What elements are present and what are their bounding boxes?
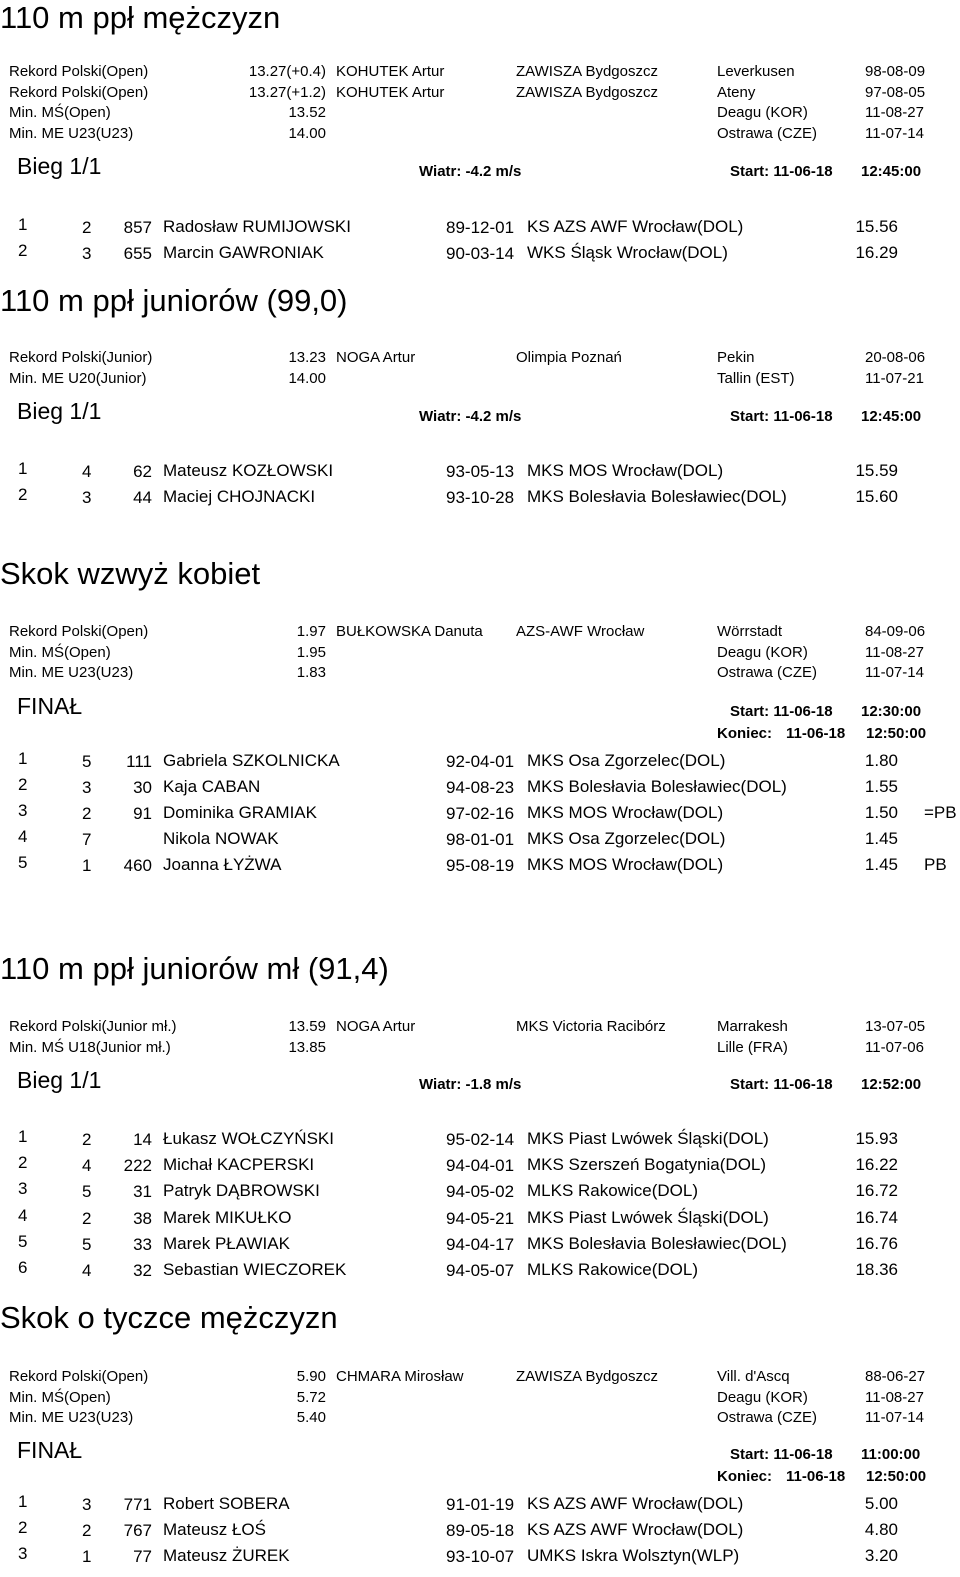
record-label: Min. ME U23(U23) xyxy=(9,125,134,142)
record-label: Rekord Polski(Junior mł.) xyxy=(9,1018,177,1035)
result-mark: 16.76 xyxy=(855,1234,898,1253)
result-mark: 5.00 xyxy=(864,1494,898,1513)
result-mark: 16.72 xyxy=(855,1181,898,1200)
end-date: 11-06-18 xyxy=(786,725,846,742)
birth-date: 94-04-01 xyxy=(446,1156,515,1175)
birth-date: 95-08-19 xyxy=(446,856,515,875)
result-note: PB xyxy=(924,855,947,874)
athlete-name: Mateusz KOZŁOWSKI xyxy=(163,461,334,480)
athlete-name: Gabriela SZKOLNICKA xyxy=(163,751,340,770)
bib-number: 77 xyxy=(133,1547,152,1566)
start-time: 12:45:00 xyxy=(861,163,922,180)
athlete-club: MKS Piast Lwówek Śląski(DOL) xyxy=(527,1208,769,1227)
record-date: 84-09-06 xyxy=(865,623,926,640)
bib-number: 771 xyxy=(123,1495,152,1514)
record-value: 5.72 xyxy=(296,1389,326,1406)
athlete-name: Marek PŁAWIAK xyxy=(163,1234,290,1253)
athlete-club: MKS MOS Wrocław(DOL) xyxy=(527,803,724,822)
athlete-name: Patryk DĄBROWSKI xyxy=(163,1181,320,1200)
result-mark: 1.55 xyxy=(864,777,898,796)
bib-number: 38 xyxy=(133,1209,152,1228)
athlete-club: UMKS Iskra Wolsztyn(WLP) xyxy=(527,1546,740,1565)
place-number: 2 xyxy=(18,775,28,794)
wind-info: Wiatr: -1.8 m/s xyxy=(419,1076,522,1093)
record-club: MKS Victoria Racibórz xyxy=(516,1018,666,1035)
record-place: Ostrawa (CZE) xyxy=(717,125,818,142)
record-value: 1.83 xyxy=(296,664,326,681)
wind-info: Wiatr: -4.2 m/s xyxy=(419,408,522,425)
place-number: 3 xyxy=(18,1544,28,1563)
record-label: Min. MŚ(Open) xyxy=(9,644,111,661)
lane-number: 2 xyxy=(82,218,92,237)
result-mark: 15.59 xyxy=(855,461,898,480)
athlete-club: MKS Bolesłavia Bolesławiec(DOL) xyxy=(527,487,787,506)
athlete-club: MKS Bolesłavia Bolesławiec(DOL) xyxy=(527,1234,787,1253)
place-number: 1 xyxy=(18,749,28,768)
result-mark: 15.93 xyxy=(855,1129,898,1148)
bib-number: 222 xyxy=(123,1156,152,1175)
start-time: 12:30:00 xyxy=(861,703,922,720)
lane-number: 5 xyxy=(82,752,92,771)
record-date: 11-07-21 xyxy=(865,370,924,387)
lane-number: 7 xyxy=(82,830,92,849)
record-date: 11-08-27 xyxy=(865,644,924,661)
record-athlete: BUŁKOWSKA Danuta xyxy=(336,623,483,640)
lane-number: 5 xyxy=(82,1182,92,1201)
record-date: 11-07-14 xyxy=(865,125,924,142)
end-label: Koniec: xyxy=(717,725,773,742)
athlete-name: Marek MIKUŁKO xyxy=(163,1208,292,1227)
record-place: Leverkusen xyxy=(717,63,795,80)
lane-number: 1 xyxy=(82,1547,92,1566)
athlete-club: MKS Piast Lwówek Śląski(DOL) xyxy=(527,1129,769,1148)
record-value: 14.00 xyxy=(288,370,326,387)
record-date: 11-07-06 xyxy=(865,1039,924,1056)
place-number: 3 xyxy=(18,1179,28,1198)
athlete-name: Dominika GRAMIAK xyxy=(163,803,317,822)
record-place: Tallin (EST) xyxy=(717,370,795,387)
event-title: Skok wzwyż kobiet xyxy=(0,556,261,591)
athlete-club: MKS Szerszeń Bogatynia(DOL) xyxy=(527,1155,767,1174)
lane-number: 3 xyxy=(82,1495,92,1514)
record-place: Ateny xyxy=(717,84,756,101)
lane-number: 3 xyxy=(82,778,92,797)
lane-number: 2 xyxy=(82,1209,92,1228)
athlete-name: Maciej CHOJNACKI xyxy=(163,487,316,506)
record-place: Deagu (KOR) xyxy=(717,104,808,121)
record-label: Rekord Polski(Open) xyxy=(9,623,149,640)
record-place: Ostrawa (CZE) xyxy=(717,1409,818,1426)
lane-number: 2 xyxy=(82,804,92,823)
place-number: 1 xyxy=(18,1127,28,1146)
start-time: 11:00:00 xyxy=(861,1446,921,1463)
athlete-club: MKS Osa Zgorzelec(DOL) xyxy=(527,751,726,770)
record-label: Min. MŚ(Open) xyxy=(9,1389,111,1406)
athlete-name: Łukasz WOŁCZYŃSKI xyxy=(163,1129,334,1148)
start-label: Start: 11-06-18 xyxy=(730,408,833,425)
athlete-club: WKS Śląsk Wrocław(DOL) xyxy=(527,243,728,262)
event-title: 110 m ppł juniorów mł (91,4) xyxy=(0,951,389,986)
birth-date: 94-04-17 xyxy=(446,1235,515,1254)
birth-date: 89-05-18 xyxy=(446,1521,515,1540)
record-date: 88-06-27 xyxy=(865,1368,926,1385)
record-value: 14.00 xyxy=(288,125,326,142)
end-time: 12:50:00 xyxy=(866,725,927,742)
record-athlete: KOHUTEK Artur xyxy=(336,63,445,80)
record-value: 13.27(+1.2) xyxy=(248,84,326,101)
record-place: Wörrstadt xyxy=(717,623,783,640)
birth-date: 91-01-19 xyxy=(446,1495,515,1514)
record-date: 11-08-27 xyxy=(865,104,924,121)
lane-number: 3 xyxy=(82,488,92,507)
lane-number: 2 xyxy=(82,1130,92,1149)
athlete-name: Mateusz ŻUREK xyxy=(163,1546,290,1565)
record-club: Olimpia Poznań xyxy=(516,349,622,366)
lane-number: 2 xyxy=(82,1521,92,1540)
start-label: Start: 11-06-18 xyxy=(730,163,833,180)
record-value: 5.90 xyxy=(296,1368,326,1385)
record-club: ZAWISZA Bydgoszcz xyxy=(516,84,658,101)
bib-number: 62 xyxy=(133,462,152,481)
result-mark: 15.56 xyxy=(855,217,898,236)
result-mark: 3.20 xyxy=(864,1546,898,1565)
record-label: Rekord Polski(Open) xyxy=(9,1368,149,1385)
start-label: Start: 11-06-18 xyxy=(730,1076,833,1093)
lane-number: 5 xyxy=(82,1235,92,1254)
record-label: Min. MŚ U18(Junior mł.) xyxy=(9,1039,171,1056)
place-number: 2 xyxy=(18,1518,28,1537)
heat-title: FINAŁ xyxy=(17,1437,83,1463)
birth-date: 97-02-16 xyxy=(446,804,515,823)
record-athlete: KOHUTEK Artur xyxy=(336,84,445,101)
record-date: 11-07-14 xyxy=(865,664,924,681)
bib-number: 32 xyxy=(133,1261,152,1280)
wind-info: Wiatr: -4.2 m/s xyxy=(419,163,522,180)
result-mark: 18.36 xyxy=(855,1260,898,1279)
start-label: Start: 11-06-18 xyxy=(730,1446,833,1463)
record-value: 1.95 xyxy=(296,644,326,661)
bib-number: 460 xyxy=(123,856,152,875)
athlete-name: Michał KACPERSKI xyxy=(163,1155,315,1174)
record-value: 13.85 xyxy=(288,1039,326,1056)
birth-date: 94-05-07 xyxy=(446,1261,515,1280)
record-value: 13.23 xyxy=(288,349,326,366)
bib-number: 44 xyxy=(133,488,152,507)
place-number: 2 xyxy=(18,485,28,504)
birth-date: 94-08-23 xyxy=(446,778,515,797)
place-number: 6 xyxy=(18,1258,28,1277)
place-number: 1 xyxy=(18,459,28,478)
record-label: Min. ME U20(Junior) xyxy=(9,370,147,387)
result-mark: 16.74 xyxy=(855,1208,898,1227)
record-label: Rekord Polski(Junior) xyxy=(9,349,153,366)
place-number: 1 xyxy=(18,1492,28,1511)
athlete-name: Kaja CABAN xyxy=(163,777,261,796)
athlete-club: KS AZS AWF Wrocław(DOL) xyxy=(527,217,744,236)
birth-date: 93-05-13 xyxy=(446,462,515,481)
place-number: 4 xyxy=(18,827,28,846)
start-time: 12:45:00 xyxy=(861,408,922,425)
birth-date: 95-02-14 xyxy=(446,1130,515,1149)
record-date: 20-08-06 xyxy=(865,349,926,366)
athlete-name: Joanna ŁYŻWA xyxy=(163,855,282,874)
record-place: Lille (FRA) xyxy=(717,1039,788,1056)
record-place: Vill. d'Ascq xyxy=(717,1368,790,1385)
result-mark: 1.45 xyxy=(864,855,898,874)
lane-number: 4 xyxy=(82,462,92,481)
lane-number: 1 xyxy=(82,856,92,875)
record-date: 11-08-27 xyxy=(865,1389,924,1406)
athlete-name: Marcin GAWRONIAK xyxy=(163,243,324,262)
athlete-club: KS AZS AWF Wrocław(DOL) xyxy=(527,1494,744,1513)
record-date: 98-08-09 xyxy=(865,63,926,80)
result-mark: 1.50 xyxy=(864,803,898,822)
bib-number: 33 xyxy=(133,1235,152,1254)
bib-number: 857 xyxy=(123,218,152,237)
result-mark: 1.45 xyxy=(864,829,898,848)
result-mark: 16.29 xyxy=(855,243,898,262)
result-mark: 1.80 xyxy=(864,751,898,770)
record-place: Pekin xyxy=(717,349,755,366)
place-number: 3 xyxy=(18,801,28,820)
athlete-club: MLKS Rakowice(DOL) xyxy=(527,1260,698,1279)
place-number: 5 xyxy=(18,853,28,872)
birth-date: 92-04-01 xyxy=(446,752,515,771)
birth-date: 89-12-01 xyxy=(446,218,515,237)
heat-title: FINAŁ xyxy=(17,693,83,719)
bib-number: 111 xyxy=(126,752,152,771)
athlete-name: Sebastian WIECZOREK xyxy=(163,1260,347,1279)
place-number: 5 xyxy=(18,1232,28,1251)
athlete-club: KS AZS AWF Wrocław(DOL) xyxy=(527,1520,744,1539)
record-club: AZS-AWF Wrocław xyxy=(516,623,645,640)
record-place: Deagu (KOR) xyxy=(717,1389,808,1406)
bib-number: 31 xyxy=(133,1182,152,1201)
record-label: Min. ME U23(U23) xyxy=(9,664,134,681)
record-value: 13.52 xyxy=(288,104,326,121)
bib-number: 91 xyxy=(133,804,152,823)
event-title: 110 m ppł mężczyzn xyxy=(0,0,281,35)
athlete-club: MKS Bolesłavia Bolesławiec(DOL) xyxy=(527,777,787,796)
bib-number: 655 xyxy=(123,244,152,263)
record-place: Ostrawa (CZE) xyxy=(717,664,818,681)
athlete-club: MLKS Rakowice(DOL) xyxy=(527,1181,698,1200)
birth-date: 98-01-01 xyxy=(446,830,515,849)
end-label: Koniec: xyxy=(717,1468,773,1485)
record-club: ZAWISZA Bydgoszcz xyxy=(516,63,658,80)
athlete-club: MKS Osa Zgorzelec(DOL) xyxy=(527,829,726,848)
bib-number: 767 xyxy=(123,1521,152,1540)
record-value: 13.27(+0.4) xyxy=(248,63,326,80)
start-label: Start: 11-06-18 xyxy=(730,703,833,720)
record-date: 13-07-05 xyxy=(865,1018,926,1035)
record-date: 97-08-05 xyxy=(865,84,926,101)
athlete-name: Radosław RUMIJOWSKI xyxy=(163,217,351,236)
record-label: Rekord Polski(Open) xyxy=(9,63,149,80)
record-athlete: NOGA Artur xyxy=(336,1018,416,1035)
heat-title: Bieg 1/1 xyxy=(17,1067,102,1093)
record-athlete: NOGA Artur xyxy=(336,349,416,366)
event-title: Skok o tyczce mężczyzn xyxy=(0,1300,338,1335)
lane-number: 4 xyxy=(82,1156,92,1175)
event-title: 110 m ppł juniorów (99,0) xyxy=(0,283,348,318)
bib-number: 30 xyxy=(133,778,152,797)
result-mark: 15.60 xyxy=(855,487,898,506)
record-label: Min. ME U23(U23) xyxy=(9,1409,134,1426)
birth-date: 93-10-07 xyxy=(446,1547,515,1566)
bib-number: 14 xyxy=(133,1130,152,1149)
end-time: 12:50:00 xyxy=(866,1468,927,1485)
athlete-club: MKS MOS Wrocław(DOL) xyxy=(527,855,724,874)
record-club: ZAWISZA Bydgoszcz xyxy=(516,1368,658,1385)
heat-title: Bieg 1/1 xyxy=(17,398,102,424)
place-number: 2 xyxy=(18,241,28,260)
athlete-name: Mateusz ŁOŚ xyxy=(163,1520,266,1539)
lane-number: 3 xyxy=(82,244,92,263)
end-date: 11-06-18 xyxy=(786,1468,846,1485)
lane-number: 4 xyxy=(82,1261,92,1280)
place-number: 1 xyxy=(18,215,28,234)
place-number: 2 xyxy=(18,1153,28,1172)
result-mark: 4.80 xyxy=(864,1520,898,1539)
record-label: Rekord Polski(Open) xyxy=(9,84,149,101)
athlete-club: MKS MOS Wrocław(DOL) xyxy=(527,461,724,480)
result-mark: 16.22 xyxy=(855,1155,898,1174)
record-value: 5.40 xyxy=(296,1409,326,1426)
heat-title: Bieg 1/1 xyxy=(17,153,102,179)
record-athlete: CHMARA Mirosław xyxy=(336,1368,464,1385)
birth-date: 93-10-28 xyxy=(446,488,515,507)
athlete-name: Nikola NOWAK xyxy=(163,829,279,848)
record-label: Min. MŚ(Open) xyxy=(9,104,111,121)
record-value: 1.97 xyxy=(296,623,326,640)
start-time: 12:52:00 xyxy=(861,1076,922,1093)
place-number: 4 xyxy=(18,1206,28,1225)
record-place: Marrakesh xyxy=(717,1018,788,1035)
record-place: Deagu (KOR) xyxy=(717,644,808,661)
birth-date: 90-03-14 xyxy=(446,244,515,263)
record-value: 13.59 xyxy=(288,1018,326,1035)
birth-date: 94-05-21 xyxy=(446,1209,515,1228)
result-note: =PB xyxy=(924,803,957,822)
athlete-name: Robert SOBERA xyxy=(163,1494,290,1513)
birth-date: 94-05-02 xyxy=(446,1182,515,1201)
record-date: 11-07-14 xyxy=(865,1409,924,1426)
